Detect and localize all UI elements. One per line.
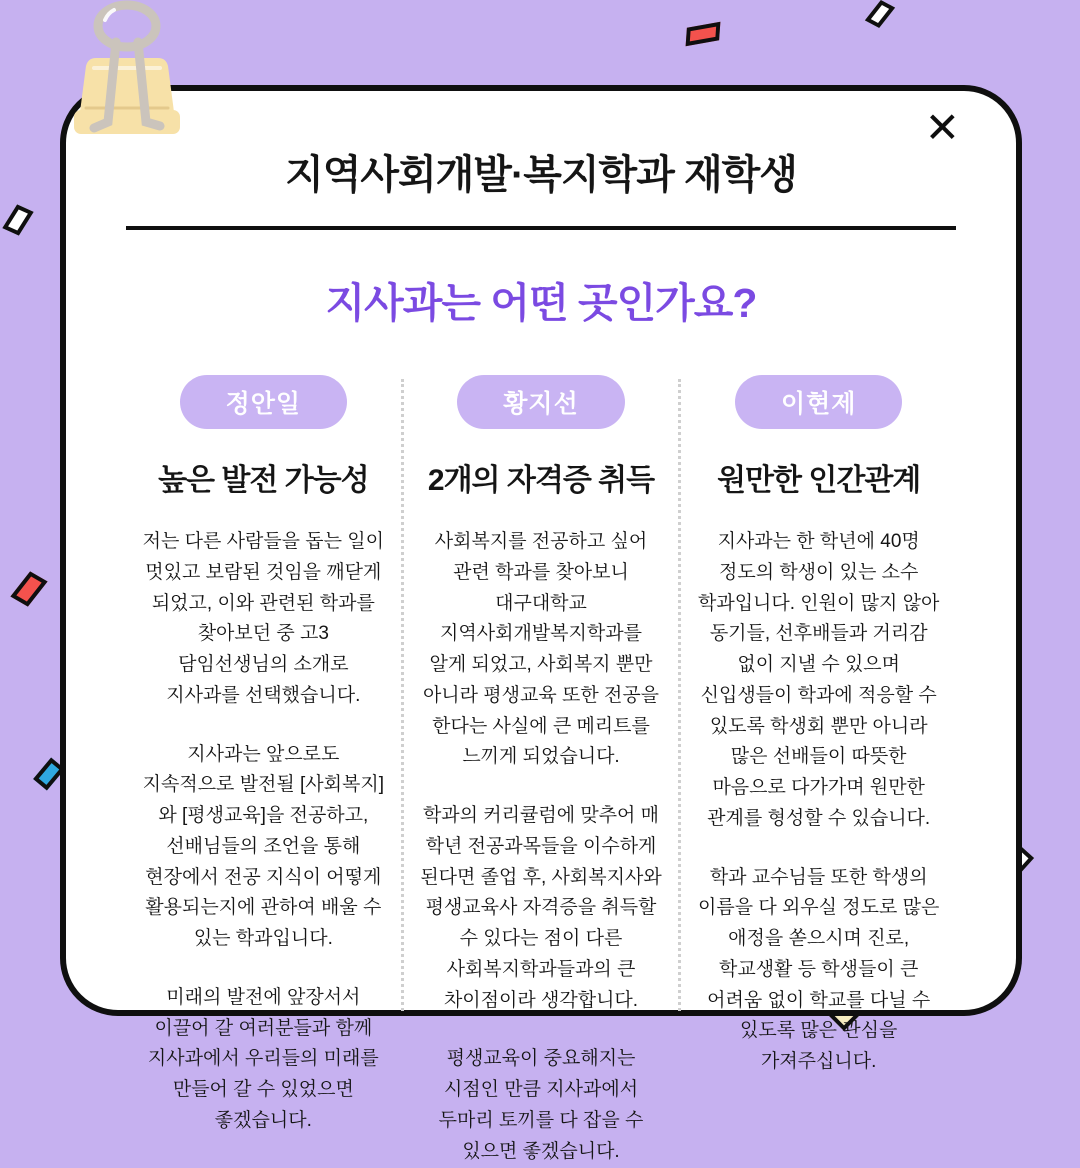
confetti-red-left-icon <box>10 571 47 606</box>
student-columns <box>126 375 956 1162</box>
column-paragraph: 저는 다른 사람들을 돕는 일이 멋있고 보람된 것임을 깨닫게 되었고, 이와 관련된 학과를 찾아보던 중 고3 담임선생님의 소개로 지사과를 선택했습니다. <box>142 531 385 706</box>
confetti-red-top-icon <box>686 22 721 46</box>
confetti-white-top-icon <box>865 0 895 28</box>
column-paragraph: 지사과는 앞으로도 지속적으로 발전될 [사회복지]와 [평생교육]을 전공하고, 선배님들의 조언을 통해 현장에서 전공 지식이 어떻게 활용되는지에 관하여 배울 수 있는 학과입니다. <box>142 743 385 950</box>
student-name: 이현제 <box>780 390 857 418</box>
title-divider <box>126 226 956 230</box>
column-heading: 원만한 인간관계 <box>717 464 921 497</box>
student-column-2 <box>404 375 679 1162</box>
column-paragraph: 평생교육이 중요해지는 시점인 만큼 지사과에서 두마리 토끼를 다 잡을 수 있으면 좋겠습니다. <box>438 1048 644 1162</box>
student-name: 정안일 <box>225 390 302 418</box>
column-paragraph: 지사과는 한 학년에 40명 정도의 학생이 있는 소수 학과입니다. 인원이 많지 않아 동기들, 선후배들과 거리감 없이 지낼 수 있으며 신입생들이 학과에 적응할 수 있도록 학생회 뿐만 아니라 많은 선배들이 따뜻한 마음으로 다가가며 원만한 관계를 형성할 수 있습니다. <box>697 531 940 829</box>
question-heading: 지사과는 어떤 곳인가요? <box>325 280 757 326</box>
column-paragraph: 미래의 발전에 앞장서서 이끌어 갈 여러분들과 함께 지사과에서 우리들의 미래를 만들어 갈 수 있었으면 좋겠습니다. <box>147 986 379 1132</box>
column-paragraph: 사회복지를 전공하고 싶어 관련 학과를 찾아보니 대구대학교 지역사회개발복지학과를 알게 되었고, 사회복지 뿐만 아니라 평생교육 또한 전공을 한다는 사실에 큰 메리트를 느끼게 되었습니다. <box>422 531 660 768</box>
page-title: 지역사회개발·복지학과 재학생 <box>285 153 797 197</box>
confetti-white-left-icon <box>2 204 33 235</box>
close-icon: ✕ <box>924 103 960 152</box>
column-heading: 2개의 자격증 취득 <box>427 464 655 497</box>
close-button[interactable] <box>924 103 960 152</box>
student-name-badge <box>735 375 902 429</box>
student-name-badge <box>180 375 347 429</box>
info-card <box>60 85 1022 1162</box>
column-paragraph: 학과 교수님들 또한 학생의 이름을 다 외우실 정도로 많은 애정을 쏟으시며 진로, 학교생활 등 학생들이 큰 어려움 없이 학교를 다닐 수 있도록 많은 관심을 가져주십니다. <box>697 866 940 1073</box>
student-name: 황지선 <box>503 390 579 418</box>
binder-clip-icon <box>72 0 182 142</box>
student-name-badge <box>457 375 624 429</box>
student-column-1 <box>126 375 401 1132</box>
column-heading: 높은 발전 가능성 <box>158 464 369 497</box>
column-paragraph: 학과의 커리큘럼에 맞추어 매 학년 전공과목들을 이수하게 된다면 졸업 후, 사회복지사와 평생교육사 자격증을 취득할 수 있다는 점이 다른 사회복지학과들과의 큰 차이점이라 생각합니다. <box>420 805 662 1011</box>
student-column-3 <box>681 375 956 1073</box>
